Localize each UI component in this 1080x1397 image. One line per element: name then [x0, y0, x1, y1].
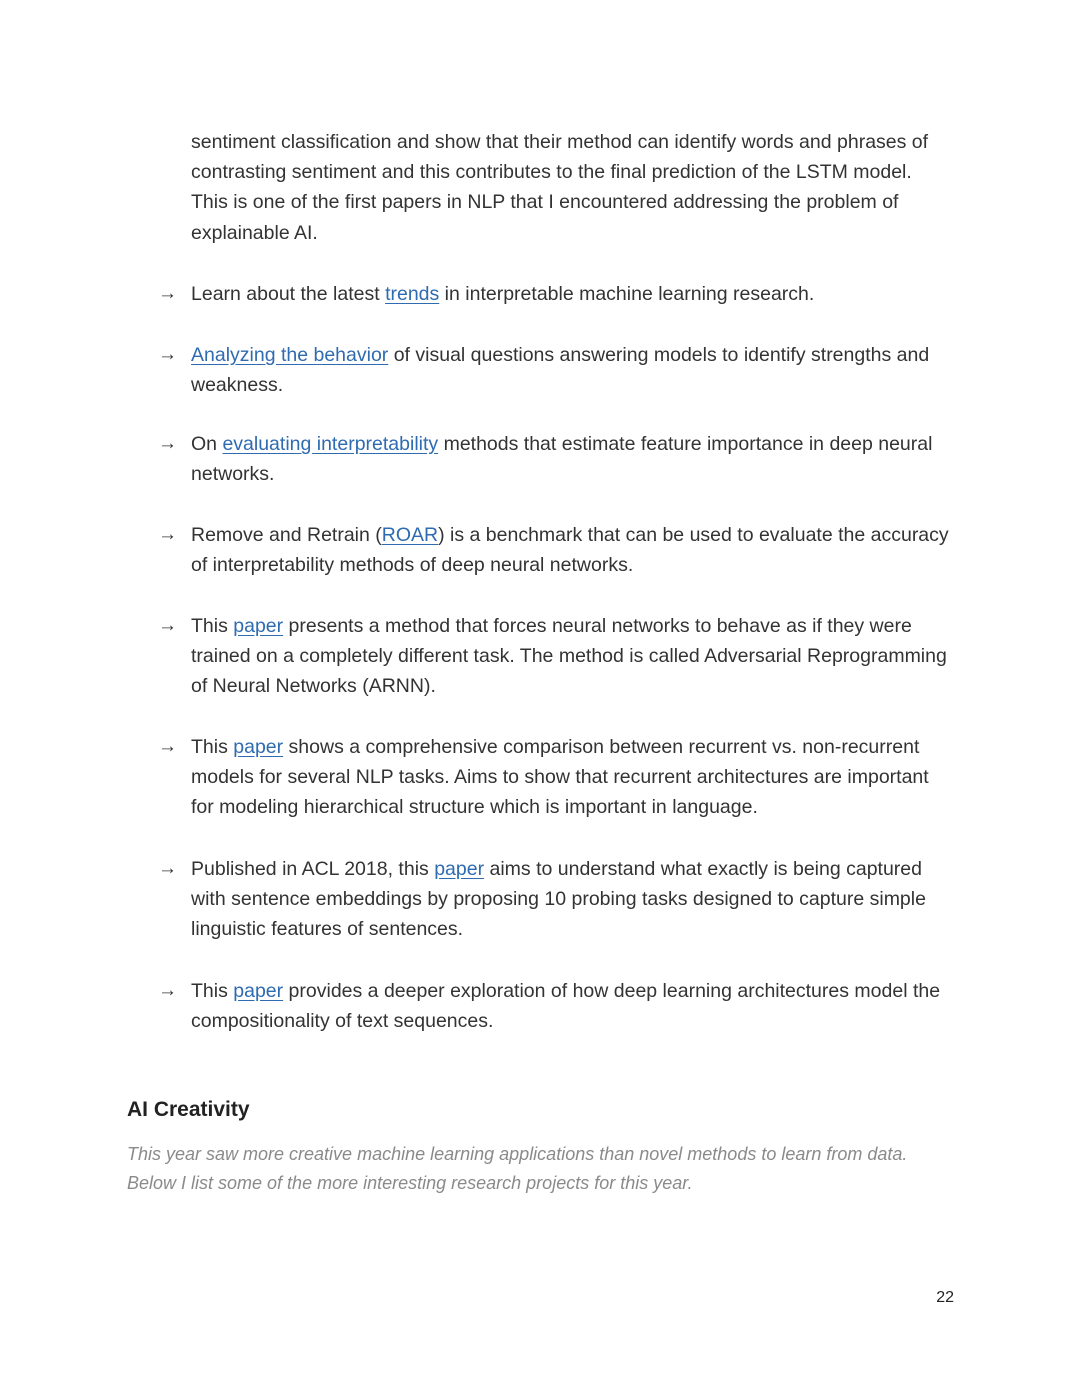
list-item-text-after: aims to understand what exactly is being captured with sentence embeddings by proposing 10 probing tasks designed to capture simple linguistic features of sentences. — [191, 858, 926, 941]
list-item-text-before: Published in ACL 2018, this — [191, 858, 435, 880]
trends-link[interactable]: trends — [385, 283, 440, 305]
paper-link[interactable]: paper — [434, 858, 485, 880]
list-item-text-after: methods that estimate feature importance in deep neural networks. — [191, 433, 933, 486]
list-item-text-after: provides a deeper exploration of how deep learning architectures model the compositionality of text sequences. — [191, 980, 941, 1033]
list-item-text — [191, 611, 956, 702]
section-title: AI Creativity — [127, 1098, 250, 1121]
arrow-bullet-icon: → — [158, 344, 177, 365]
list-item-text — [191, 976, 956, 1036]
list-item-text — [191, 429, 956, 489]
list-item-text — [191, 854, 956, 945]
list-item-text — [191, 732, 956, 823]
arrow-bullet-icon: → — [158, 524, 177, 545]
list-item-text-before: This — [191, 736, 234, 758]
list-item-text-before: This — [191, 615, 234, 637]
list-item-text — [191, 520, 956, 580]
list-item-text-before: Remove and Retrain ( — [191, 524, 382, 546]
list-item-text-after: of visual questions answering models to identify strengths and weakness. — [191, 344, 930, 397]
arrow-bullet-icon: → — [158, 736, 177, 757]
evaluating-interpretability-link[interactable]: evaluating interpretability — [222, 433, 439, 455]
list-item-text-before: On — [191, 433, 223, 455]
list-item-text-after: shows a comprehensive comparison between recurrent vs. non-recurrent models for several NLP tasks. Aims to show that recurrent architectures are important for modeling hierarchical structure which is important in language. — [191, 736, 929, 819]
paper-link[interactable]: paper — [233, 980, 284, 1002]
list-item-text — [191, 340, 956, 400]
list-item-text-before: This — [191, 980, 234, 1002]
list-item-text-after: in interpretable machine learning research. — [439, 283, 815, 305]
arrow-bullet-icon: → — [158, 615, 177, 636]
page-number: 22 — [936, 1289, 954, 1306]
intro-paragraph: sentiment classification and show that their method can identify words and phrases of contrasting sentiment and this contributes to the final prediction of the LSTM model. This is one of the first papers in NLP that I encountered addressing the problem of explainable AI. — [191, 131, 929, 244]
paper-link[interactable]: paper — [233, 615, 284, 637]
list-item-text — [191, 279, 956, 309]
list-item-text-before: Learn about the latest — [191, 283, 386, 305]
section-description: This year saw more creative machine learning applications than novel methods to learn from data. Below I list some of the more interesting research projects for this year. — [127, 1144, 908, 1193]
arrow-bullet-icon: → — [158, 980, 177, 1001]
roar-link[interactable]: ROAR — [381, 524, 439, 546]
arrow-bullet-icon: → — [158, 283, 177, 304]
arrow-bullet-icon: → — [158, 433, 177, 454]
analyzing-behavior-link[interactable]: Analyzing the behavior — [191, 344, 389, 366]
arrow-bullet-icon: → — [158, 858, 177, 879]
list-item-text-after: presents a method that forces neural networks to behave as if they were trained on a completely different task. The method is called Adversarial Reprogramming of Neural Networks (ARNN). — [191, 615, 947, 698]
list-item-text-after: ) is a benchmark that can be used to evaluate the accuracy of interpretability methods of deep neural networks. — [191, 524, 949, 577]
paper-link[interactable]: paper — [233, 736, 284, 758]
